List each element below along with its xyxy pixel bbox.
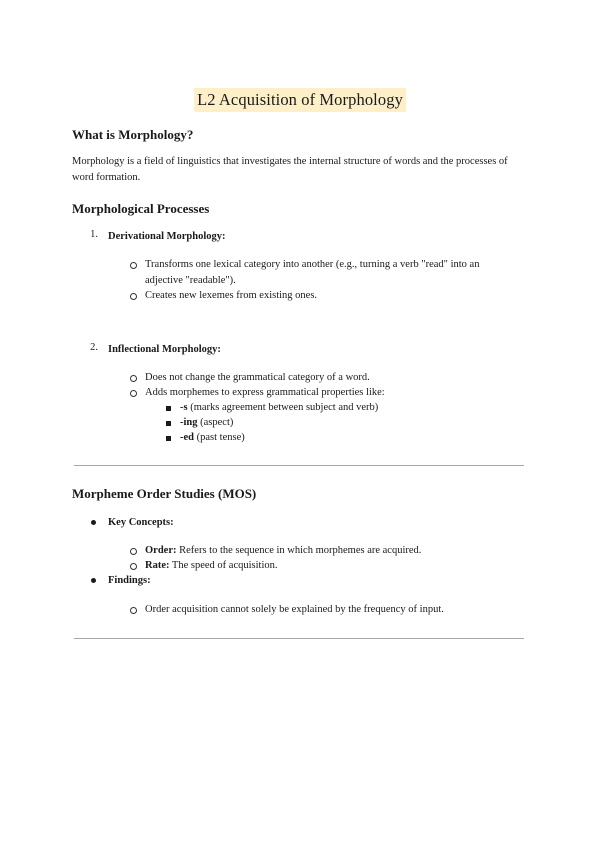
heading-morphological-processes: Morphological Processes	[72, 201, 210, 216]
list-item: Creates new lexemes from existing ones.	[145, 290, 318, 301]
list-item	[180, 415, 233, 431]
morpheme-desc: (aspect)	[197, 417, 234, 428]
list-item	[145, 543, 421, 559]
list-item: Transforms one lexical category into another (e.g., turning a verb "read" into an adjective "readable").	[145, 259, 480, 286]
circle-bullet-icon	[130, 293, 137, 300]
square-bullet-icon	[166, 421, 171, 426]
inflectional-label: Inflectional Morphology:	[108, 344, 221, 355]
morphology-definition: Morphology is a field of linguistics that investigates the internal structure of words and the processes of word formation.	[72, 156, 508, 183]
term-text: Refers to the sequence in which morphemes are acquired.	[176, 545, 422, 556]
morpheme-desc: (past tense)	[194, 432, 245, 443]
key-concepts-label: Key Concepts:	[108, 517, 174, 528]
term-text: The speed of acquisition.	[169, 560, 278, 571]
derivational-label: Derivational Morphology:	[108, 231, 226, 242]
list-number: 1.	[90, 229, 98, 240]
list-item: Adds morphemes to express grammatical properties like:	[145, 387, 385, 398]
list-item: Does not change the grammatical category of a word.	[145, 372, 370, 383]
list-number: 2.	[90, 342, 98, 353]
title-container	[0, 88, 600, 112]
list-item	[180, 430, 245, 446]
term-rate: Rate:	[145, 560, 170, 571]
list-item	[180, 400, 378, 416]
morpheme-ing: -ing	[180, 417, 198, 428]
list-item: Order acquisition cannot solely be explained by the frequency of input.	[145, 604, 444, 615]
circle-bullet-icon	[130, 390, 137, 397]
morpheme-desc: (marks agreement between subject and verb)	[187, 402, 379, 413]
page-title: L2 Acquisition of Morphology	[194, 88, 406, 112]
circle-bullet-icon	[130, 563, 137, 570]
horizontal-rule	[74, 465, 524, 466]
heading-morpheme-order-studies: Morpheme Order Studies (MOS)	[72, 486, 257, 501]
list-item	[145, 558, 278, 574]
disc-bullet-icon	[91, 520, 96, 525]
circle-bullet-icon	[130, 262, 137, 269]
findings-label: Findings:	[108, 575, 151, 586]
morpheme-s: -s	[180, 402, 188, 413]
term-order: Order:	[145, 545, 177, 556]
square-bullet-icon	[166, 436, 171, 441]
square-bullet-icon	[166, 406, 171, 411]
heading-what-is-morphology: What is Morphology?	[72, 127, 194, 142]
circle-bullet-icon	[130, 548, 137, 555]
circle-bullet-icon	[130, 375, 137, 382]
horizontal-rule	[74, 638, 524, 639]
morpheme-ed: -ed	[180, 432, 194, 443]
circle-bullet-icon	[130, 607, 137, 614]
disc-bullet-icon	[91, 578, 96, 583]
